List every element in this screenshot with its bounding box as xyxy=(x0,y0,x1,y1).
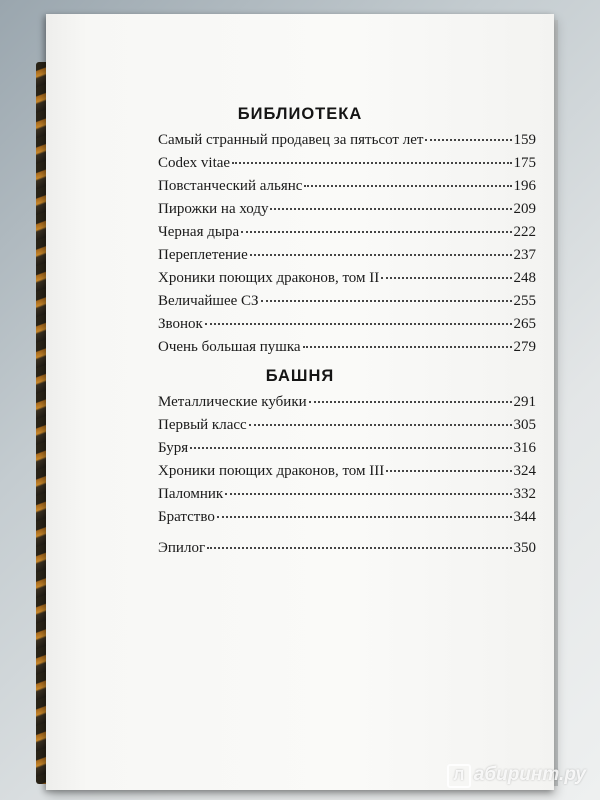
toc-entry-page: 222 xyxy=(513,224,536,240)
toc-entry-page: 248 xyxy=(513,270,536,286)
toc-entry xyxy=(158,201,536,223)
leader-dots xyxy=(261,300,512,302)
toc-entry-title: Эпилог xyxy=(158,540,206,556)
toc-entry xyxy=(158,417,536,439)
watermark-text: абиринт.ру xyxy=(473,764,586,785)
toc-entry-page: 196 xyxy=(513,178,536,194)
toc-entry-title: Металлические кубики xyxy=(158,394,307,410)
toc-entry-title: Буря xyxy=(158,440,189,456)
toc-entry-title: Переплетение xyxy=(158,247,248,263)
toc-entry-page: 159 xyxy=(513,132,536,148)
toc-entry xyxy=(158,316,536,338)
section-title-tower: БАШНЯ xyxy=(265,367,335,385)
toc-entry-page: 350 xyxy=(513,540,536,556)
toc-entry-title: Первый класс xyxy=(158,417,247,433)
toc-entry xyxy=(158,178,536,200)
toc-entry-page: 324 xyxy=(513,463,536,479)
toc-entry-title: Братство xyxy=(158,509,215,525)
toc-entry-title: Хроники поющих драконов, том II xyxy=(158,270,380,286)
leader-dots xyxy=(205,323,512,325)
toc-entry xyxy=(158,270,536,292)
section-title-library: БИБЛИОТЕКА xyxy=(237,105,363,123)
toc-entry-page: 305 xyxy=(513,417,536,433)
toc-entry xyxy=(158,155,536,177)
toc-entry-page: 279 xyxy=(513,339,536,355)
toc-entry xyxy=(158,486,536,508)
toc-entry-title: Очень большая пушка xyxy=(158,339,301,355)
toc-entry xyxy=(158,247,536,269)
toc-entry-title: Пирожки на ходу xyxy=(158,201,269,217)
leader-dots xyxy=(386,470,511,472)
leader-dots xyxy=(304,185,511,187)
toc-entry xyxy=(158,440,536,462)
toc-entry xyxy=(158,509,536,531)
toc-entry-epilogue xyxy=(158,540,536,562)
leader-dots xyxy=(190,447,511,449)
leader-dots xyxy=(425,139,511,141)
toc-entry xyxy=(158,224,536,246)
toc-entry-page: 237 xyxy=(513,247,536,263)
toc-entry-page: 175 xyxy=(513,155,536,171)
leader-dots xyxy=(381,277,511,279)
toc-entry-title: Паломник xyxy=(158,486,224,502)
toc-entry xyxy=(158,132,536,154)
leader-dots xyxy=(249,424,512,426)
toc-entry-title: Хроники поющих драконов, том III xyxy=(158,463,385,479)
labirint-logo-icon: Л xyxy=(447,764,471,788)
toc-entry-title: Черная дыра xyxy=(158,224,240,240)
toc-entry-title: Codex vitae xyxy=(158,155,231,171)
watermark xyxy=(447,764,586,788)
book-page xyxy=(46,14,554,790)
toc-entry-page: 291 xyxy=(513,394,536,410)
toc-entry-page: 344 xyxy=(513,509,536,525)
toc-entry xyxy=(158,339,536,361)
toc-entry-page: 316 xyxy=(513,440,536,456)
leader-dots xyxy=(250,254,512,256)
toc-entry-page: 209 xyxy=(513,201,536,217)
leader-dots xyxy=(207,547,511,549)
leader-dots xyxy=(270,208,511,210)
toc-entry-title: Самый странный продавец за пятьсот лет xyxy=(158,132,424,148)
toc-entry-page: 255 xyxy=(513,293,536,309)
toc-entry xyxy=(158,394,536,416)
leader-dots xyxy=(309,401,512,403)
leader-dots xyxy=(241,231,511,233)
leader-dots xyxy=(303,346,512,348)
toc-entry-page: 332 xyxy=(513,486,536,502)
leader-dots xyxy=(232,162,511,164)
toc-entry xyxy=(158,293,536,315)
toc-entry-title: Звонок xyxy=(158,316,203,332)
toc-entry xyxy=(158,463,536,485)
toc-entry-title: Величайшее СЗ xyxy=(158,293,259,309)
leader-dots xyxy=(225,493,511,495)
toc-entry-title: Повстанческий альянс xyxy=(158,178,303,194)
toc-entry-page: 265 xyxy=(513,316,536,332)
leader-dots xyxy=(217,516,512,518)
